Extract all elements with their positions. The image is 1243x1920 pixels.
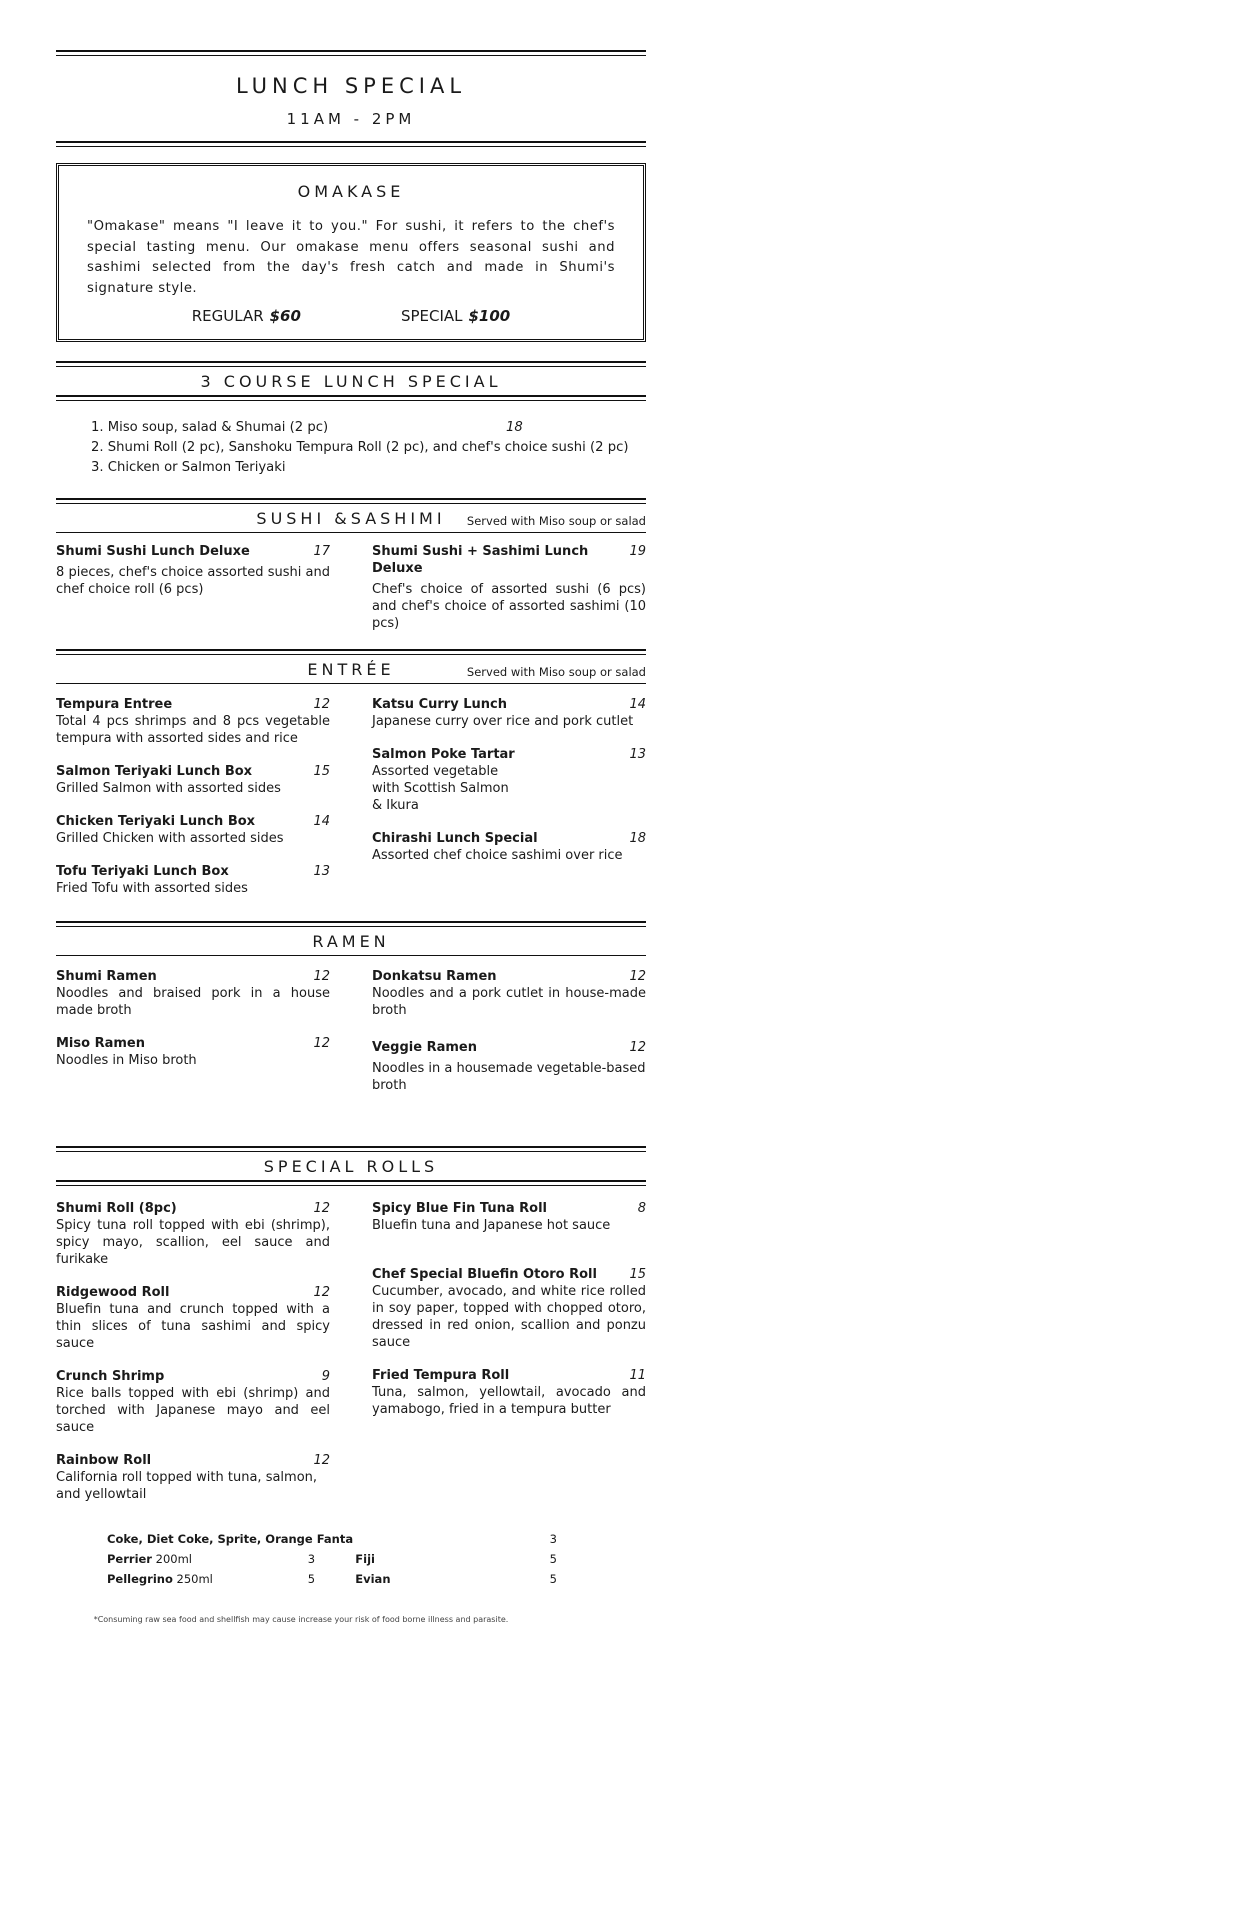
item-price: 12 [629, 969, 646, 984]
menu-item [56, 696, 330, 747]
omakase-regular [192, 307, 301, 325]
menu-item [56, 1368, 330, 1436]
menu-item [372, 746, 646, 814]
item-name: Crunch Shrimp [56, 1369, 165, 1384]
menu-item [372, 1200, 646, 1234]
menu-item [56, 1284, 330, 1352]
item-price: 18 [629, 831, 646, 846]
item-description: Fried Tofu with assorted sides [56, 881, 248, 896]
item-name: Katsu Curry Lunch [372, 697, 507, 712]
item-name: Shumi Sushi + Sashimi Lunch Deluxe [372, 544, 589, 576]
ramen-left-col [56, 968, 330, 1110]
course-title: 3 COURSE LUNCH SPECIAL [200, 372, 502, 391]
item-description: 8 pieces, chef's choice assorted sushi and chef choice roll (6 pcs) [56, 565, 330, 597]
entree-title: ENTRÉE [307, 660, 395, 679]
item-description: Noodles in a housemade vegetable-based broth [372, 1061, 646, 1093]
menu-item [372, 696, 646, 730]
item-name: Spicy Blue Fin Tuna Roll [372, 1201, 548, 1216]
rolls-title: SPECIAL ROLLS [263, 1157, 439, 1176]
drink-price: 3 [549, 1532, 557, 1546]
ramen-rule [56, 955, 646, 956]
ramen-title: RAMEN [312, 932, 390, 951]
item-name: Chirashi Lunch Special [372, 831, 538, 846]
item-name: Salmon Teriyaki Lunch Box [56, 764, 253, 779]
course-item [91, 458, 646, 478]
omakase-prices [87, 307, 615, 325]
item-description: Tuna, salmon, yellowtail, avocado and yamabogo, fried in a tempura butter [372, 1385, 646, 1417]
item-description: Bluefin tuna and Japanese hot sauce [372, 1218, 611, 1233]
menu-hours: 11AM - 2PM [286, 110, 416, 128]
item-price: 15 [313, 764, 330, 779]
item-name: Tofu Teriyaki Lunch Box [56, 864, 229, 879]
drink-name: Evian [355, 1572, 391, 1586]
item-name: Veggie Ramen [372, 1040, 477, 1055]
menu-item [372, 1367, 646, 1418]
drink-name: Pellegrino 250ml [107, 1572, 213, 1586]
item-name: Chicken Teriyaki Lunch Box [56, 814, 256, 829]
course-item-text: 1. Miso soup, salad & Shumai (2 pc) [91, 420, 329, 435]
sushi-left-col [56, 543, 330, 648]
item-name: Salmon Poke Tartar [372, 747, 515, 762]
item-price: 13 [313, 864, 330, 879]
header-top-rule [56, 50, 646, 56]
item-price: 12 [313, 697, 330, 712]
item-price: 12 [313, 1201, 330, 1216]
ramen-items [56, 968, 646, 1110]
sushi-items [56, 543, 646, 648]
course-bottom-rule [56, 395, 646, 401]
item-price: 11 [629, 1368, 646, 1383]
item-name: Shumi Sushi Lunch Deluxe [56, 544, 250, 559]
regular-price: $60 [269, 307, 301, 325]
rolls-items [56, 1200, 646, 1519]
item-price: 14 [629, 697, 646, 712]
item-description: Cucumber, avocado, and white rice rolled in soy paper, topped with chopped otoro, dressed in red onion, scallion and ponzu sauce [372, 1284, 646, 1350]
entree-right-col [372, 696, 646, 913]
special-price: $100 [468, 307, 511, 325]
item-price: 19 [629, 544, 646, 559]
health-disclaimer: *Consuming raw sea food and shellfish may cause increase your risk of food borne illness and parasite. [93, 1615, 509, 1624]
item-description: Grilled Salmon with assorted sides [56, 781, 281, 796]
sushi-title: SUSHI &SASHIMI [256, 509, 446, 528]
item-name: Tempura Entree [56, 697, 173, 712]
entree-rule [56, 683, 646, 684]
ramen-right-col [372, 968, 646, 1110]
drink-row [107, 1529, 557, 1549]
item-name: Ridgewood Roll [56, 1285, 170, 1300]
sushi-right-col [372, 543, 646, 648]
item-price: 12 [313, 1285, 330, 1300]
course-item [91, 418, 646, 438]
entree-section-header [56, 655, 646, 683]
sushi-rule [56, 532, 646, 533]
item-price: 14 [313, 814, 330, 829]
regular-label: REGULAR [191, 307, 264, 325]
ramen-section-header [56, 927, 646, 955]
rolls-right-col [372, 1200, 646, 1519]
item-description: Bluefin tuna and crunch topped with a thin slices of tuna sashimi and spicy sauce [56, 1302, 330, 1351]
course-list [56, 418, 646, 478]
course-item-text: 2. Shumi Roll (2 pc), Sanshoku Tempura Roll (2 pc), and chef's choice sushi (2 pc) [91, 440, 629, 455]
rolls-bottom-rule [56, 1180, 646, 1186]
omakase-box [56, 163, 646, 342]
omakase-special [401, 307, 510, 325]
menu-title: LUNCH SPECIAL [235, 74, 467, 98]
menu-item [56, 1452, 330, 1503]
item-name: Fried Tempura Roll [372, 1368, 510, 1383]
item-price: 17 [313, 544, 330, 559]
menu-item [56, 1200, 330, 1268]
item-price: 9 [321, 1369, 330, 1384]
item-name: Miso Ramen [56, 1036, 145, 1051]
drink-row [107, 1549, 557, 1569]
item-description: Assorted chef choice sashimi over rice [372, 848, 623, 863]
drink-name: Fiji [355, 1552, 375, 1566]
menu-item [56, 813, 330, 847]
item-description: Assorted vegetable with Scottish Salmon & Ikura [372, 764, 509, 813]
sushi-note: Served with Miso soup or salad [466, 514, 646, 528]
omakase-description: "Omakase" means "I leave it to you." For sushi, it refers to the chef's special tasting menu. Our omakase menu offers seasonal sushi and sashimi selected from the day's fresh catch and made in Shumi's signature style. [87, 219, 615, 296]
special-label: SPECIAL [400, 307, 463, 325]
item-price: 8 [637, 1201, 646, 1216]
menu-item [56, 863, 330, 897]
drink-row [107, 1569, 557, 1589]
item-description: Spicy tuna roll topped with ebi (shrimp), spicy mayo, scallion, eel sauce and furikake [56, 1218, 330, 1267]
item-description: Noodles and a pork cutlet in house-made broth [372, 986, 646, 1018]
drink-name: Coke, Diet Coke, Sprite, Orange Fanta [107, 1532, 354, 1546]
course-item-text: 3. Chicken or Salmon Teriyaki [91, 460, 286, 475]
item-description: Japanese curry over rice and pork cutlet [372, 714, 634, 729]
item-price: 15 [629, 1267, 646, 1282]
item-description: Grilled Chicken with assorted sides [56, 831, 284, 846]
item-description: Noodles in Miso broth [56, 1053, 197, 1068]
menu-item [372, 830, 646, 864]
menu-item [372, 968, 646, 1019]
drinks-list [107, 1529, 557, 1589]
sushi-section-header [56, 504, 646, 532]
omakase-title: OMAKASE [297, 182, 405, 201]
rolls-section-header [56, 1152, 646, 1180]
item-price: 12 [313, 969, 330, 984]
drink-price: 5 [549, 1552, 557, 1566]
item-name: Shumi Ramen [56, 969, 157, 984]
menu-item [56, 763, 330, 797]
menu-item [372, 543, 646, 632]
course-section-header [56, 367, 646, 395]
menu-item [56, 968, 330, 1019]
header-bottom-rule [56, 141, 646, 147]
item-name: Shumi Roll (8pc) [56, 1201, 177, 1216]
lunch-menu [56, 50, 646, 1624]
item-description: Total 4 pcs shrimps and 8 pcs vegetable tempura with assorted sides and rice [56, 714, 330, 746]
item-price: 13 [629, 747, 646, 762]
entree-left-col [56, 696, 330, 913]
item-price: 12 [629, 1040, 646, 1055]
course-item [91, 438, 646, 458]
item-description: Chef's choice of assorted sushi (6 pcs) and chef's choice of assorted sashimi (10 pcs) [372, 582, 646, 631]
drink-price: 3 [307, 1552, 316, 1566]
drink-price: 5 [307, 1572, 316, 1586]
item-name: Chef Special Bluefin Otoro Roll [372, 1267, 597, 1282]
item-name: Donkatsu Ramen [372, 969, 497, 984]
item-description: Rice balls topped with ebi (shrimp) and torched with Japanese mayo and eel sauce [56, 1386, 330, 1435]
rolls-left-col [56, 1200, 330, 1519]
menu-item [372, 1039, 646, 1094]
item-name: Rainbow Roll [56, 1453, 152, 1468]
item-price: 12 [313, 1036, 330, 1051]
drink-price: 5 [549, 1572, 557, 1586]
entree-note: Served with Miso soup or salad [466, 665, 646, 679]
menu-item [372, 1266, 646, 1351]
item-description: California roll topped with tuna, salmon, and yellowtail [56, 1470, 318, 1502]
drink-name: Perrier 200ml [107, 1552, 192, 1566]
menu-item [56, 1035, 330, 1069]
item-price: 12 [313, 1453, 330, 1468]
menu-item [56, 543, 330, 598]
entree-items [56, 696, 646, 913]
item-description: Noodles and braised pork in a house made broth [56, 986, 330, 1018]
course-price: 18 [506, 420, 523, 435]
